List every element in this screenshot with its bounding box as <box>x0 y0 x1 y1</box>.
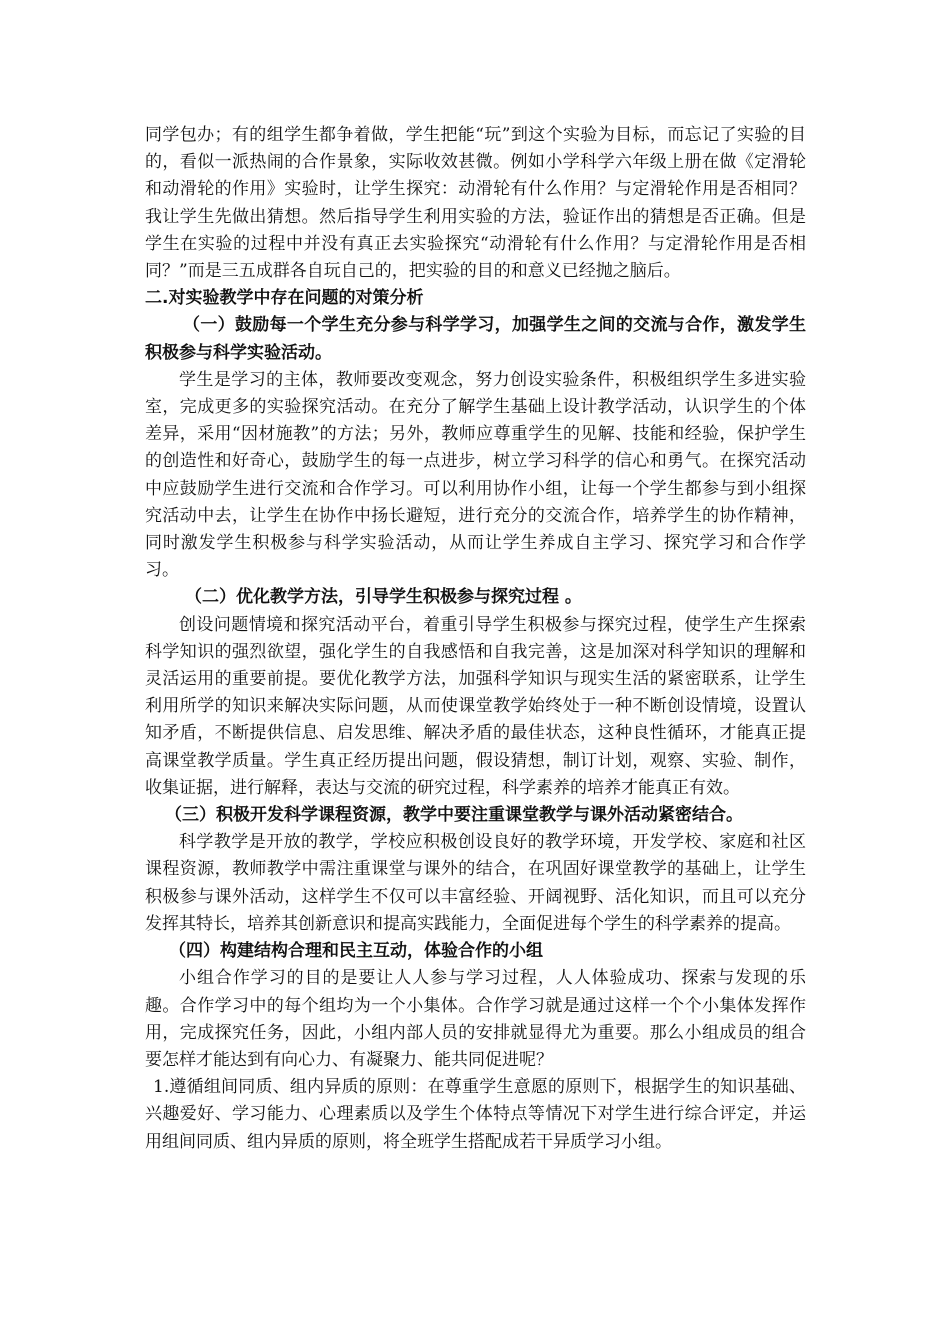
subsection-body-4: 小组合作学习的目的是要让人人参与学习过程，人人体验成功、探索与发现的乐趣。合作学习中的每个组均为一个小集体。合作学习就是通过这样一个个小集体发挥作用，完成探究任务，因此，小组内部人员的安排就显得尤为重要。那么小组成员的组合要怎样才能达到有向心力、有凝聚力、能共同促进呢？ <box>145 968 806 1070</box>
subsection-heading-2: （二）优化教学方法，引导学生积极参与探究过程 。 <box>185 587 582 608</box>
subsection-body-1: 学生是学习的主体，教师要改变观念，努力创设实验条件，积极组织学生多进实验室，完成更多的实验探究活动。在充分了解学生基础上设计教学活动，认识学生的个体差异，采用“因材施教”的方法；另外，教师应尊重学生的见解、技能和经验，保护学生的创造性和好奇心，鼓励学生的每一点进步，树立学习科学的信心和勇气。在探究活动中应鼓励学生进行交流和合作学习。可以利用协作小组，让每一个学生都参与到小组探究活动中去，让学生在协作中扬长避短，进行充分的交流合作，培养学生的协作精神，同时激发学生积极参与科学实验活动，从而让学生养成自主学习、探究学习和合作学习。 <box>145 369 806 581</box>
subsection-body-3: 科学教学是开放的教学，学校应积极创设良好的教学环境，开发学校、家庭和社区课程资源，教师教学中需注重课堂与课外的结合，在巩固好课堂教学的基础上，让学生积极参与课外活动，这样学生不仅可以丰富经验、开阔视野、活化知识，而且可以充分发挥其特长，培养其创新意识和提高实践能力，全面促进每个学生的科学素养的提高。 <box>145 832 806 934</box>
subsection-heading-4: （四）构建结构合理和民主互动，体验合作的小组 <box>169 941 543 962</box>
subsection-heading-1: （一）鼓励每一个学生充分参与科学学习，加强学生之间的交流与合作，激发学生积极参与科学实验活动。 <box>145 315 806 363</box>
document-body <box>145 122 806 1156</box>
subsection-heading-3: （三）积极开发科学课程资源，教学中要注重课堂教学与课外活动紧密结合。 <box>165 805 743 826</box>
paragraph-intro: 同学包办；有的组学生都争着做，学生把能“玩”到这个实验为目标，而忘记了实验的目的，看似一派热闹的合作景象，实际收效甚微。例如小学科学六年级上册在做《定滑轮和动滑轮的作用》实验时，让学生探究：动滑轮有什么作用？与定滑轮作用是否相同？我让学生先做出猜想。然后指导学生利用实验的方法，验证作出的猜想是否正确。但是学生在实验的过程中并没有真正去实验探究“动滑轮有什么作用？与定滑轮作用是否相同？”而是三五成群各自玩自己的，把实验的目的和意义已经抛之脑后。 <box>145 125 806 282</box>
list-item-1: 1.遵循组间同质、组内异质的原则：在尊重学生意愿的原则下，根据学生的知识基础、兴趣爱好、学习能力、心理素质以及学生个体特点等情况下对学生进行综合评定，并运用组间同质、组内异质的原则，将全班学生搭配成若干异质学习小组。 <box>145 1077 806 1152</box>
subsection-body-2: 创设问题情境和探究活动平台，着重引导学生积极参与探究过程，使学生产生探索科学知识的强烈欲望，强化学生的自我感悟和自我完善，这是加深对科学知识的理解和灵活运用的重要前提。要优化教学方法，加强科学知识与现实生活的紧密联系，让学生利用所学的知识来解决实际问题，从而使课堂教学始终处于一种不断创设情境，设置认知矛盾，不断提供信息、启发思维、解决矛盾的最佳状态，这种良性循环，才能真正提高课堂教学质量。学生真正经历提出问题，假设猜想，制订计划，观察、实验、制作，收集证据，进行解释，表达与交流的研究过程，科学素养的培养才能真正有效。 <box>145 614 806 798</box>
section-heading-2: 二.对实验教学中存在问题的对策分析 <box>145 288 424 309</box>
